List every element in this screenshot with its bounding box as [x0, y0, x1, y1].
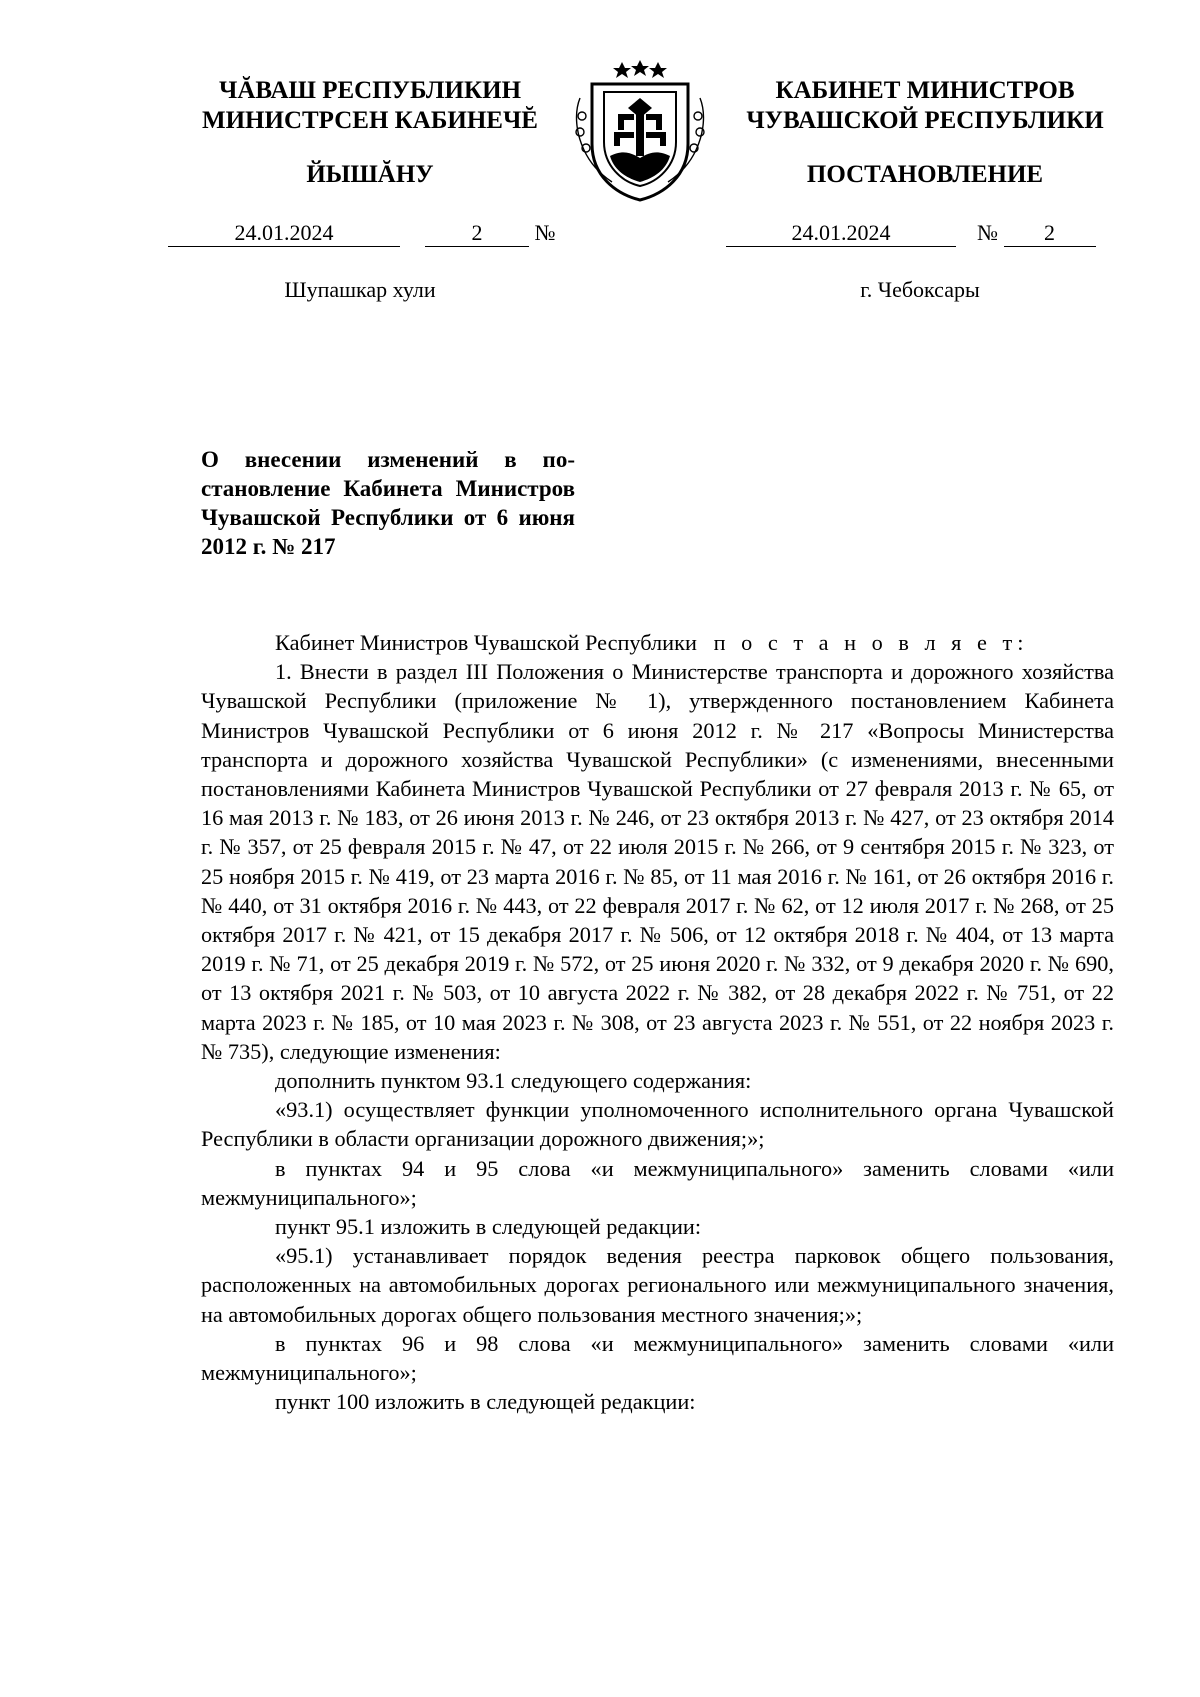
body-paragraph-7: в пунктах 96 и 98 слова «и межмуниципального» заменить словами «или межмуниципального»;: [201, 1330, 1114, 1386]
number-sign-left: №: [534, 220, 556, 245]
chuvash-coat-of-arms-icon: [570, 58, 710, 202]
body-intro: [201, 628, 1114, 657]
body-paragraph-5: пункт 95.1 изложить в следующей редакции:: [275, 1214, 702, 1240]
document-body: [201, 628, 1114, 1416]
body-intro-text: Кабинет Министров Чувашской Республики: [275, 630, 697, 655]
issuer-chuvash: [160, 76, 580, 136]
doc-type-chuvash: ЙЫШĂНУ: [306, 161, 434, 188]
doc-type-russian: ПОСТАНОВЛЕНИЕ: [806, 161, 1044, 188]
body-paragraph-4: в пунктах 94 и 95 слова «и межмуниципального» заменить словами «или межмуниципального»;: [201, 1155, 1114, 1210]
date-field-right: 24.01.2024: [726, 219, 956, 247]
body-paragraph-1: 1. Внести в раздел III Положения о Министерстве транспорта и дорожного хозяйства Чувашской Республики (приложение № 1), утвержденного постановлением Кабинета Министров Чувашской Республики от 6 июня 2012 г. № 217 «Вопросы Министерства транспорта и дорожного хозяйства Чувашской Республики» (с изменениями, внесенными постановлениями Кабинета Министров Чувашской Республики от 27 февраля 2013 г. № 65, от 16 мая 2013 г. № 183, от 26 июня 2013 г. № 246, от 23 октября 2013 г. № 427, от 23 октября 2014 г. № 357, от 25 февраля 2015 г. № 47, от 22 июля 2015 г. № 266, от 9 сентября 2015 г. № 323, от 25 ноября 2015 г. № 419, от 23 марта 2016 г. № 85, от 11 мая 2016 г. № 161, от 26 октября 2016 г. № 440, от 31 октября 2016 г. № 443, от 22 февраля 2017 г. № 62, от 12 июля 2017 г. № 268, от 25 октября 2017 г. № 421, от 15 декабря 2017 г. № 506, от 12 октября 2018 г. № 404, от 13 марта 2019 г. № 71, от 25 декабря 2019 г. № 572, от 25 июня 2020 г. № 332, от 9 декабря 2020 г. № 690, от 13 октября 2021 г. № 503, от 10 августа 2022 г. № 382, от 28 декабря 2022 г. № 751, от 22 марта 2023 г. № 185, от 10 мая 2023 г. № 308, от 23 августа 2023 г. № 551, от 22 ноября 2023 г. № 735), следующие изменения:: [201, 659, 1114, 1064]
body-paragraph-8: пункт 100 изложить в следующей редакции:: [275, 1389, 696, 1415]
issuer-chuvash-line2: МИНИСТРСЕН КАБИНЕЧĔ: [202, 107, 538, 134]
date-field-left: 24.01.2024: [168, 219, 400, 247]
issuer-russian-line2: ЧУВАШСКОЙ РЕСПУБЛИКИ: [746, 107, 1104, 134]
doc-number-row-left: [168, 219, 556, 247]
number-field-right: 2: [1004, 219, 1096, 247]
number-field-left: 2: [425, 219, 529, 247]
issuer-chuvash-line1: ЧĂВАШ РЕСПУБЛИКИН: [218, 77, 522, 104]
body-paragraph-6: «95.1) устанавливает порядок ведения реестра парковок общего пользования, расположенных на автомобильных дорогах регионального или межмуниципального значения, на автомобильных дорогах общего пользования местного значения;»;: [201, 1243, 1114, 1327]
document-subject: О внесении изменений в постановление Кабинета Министров Чувашской Республики от 6 июня 2012 г. № 217: [201, 447, 575, 559]
issuer-russian-line1: КАБИНЕТ МИНИСТРОВ: [775, 77, 1075, 104]
body-intro-verb: п о с т а н о в л я е т:: [713, 630, 1029, 655]
number-sign-right: №: [977, 220, 998, 245]
body-paragraph-2: дополнить пунктом 93.1 следующего содержания:: [275, 1068, 752, 1094]
issuer-russian: [720, 76, 1130, 136]
doc-number-row-right: [726, 219, 1096, 247]
body-paragraph-3: «93.1) осуществляет функции уполномоченного исполнительного органа Чувашской Республики в области организации дорожного движения;»;: [201, 1097, 1114, 1152]
city-russian: г. Чебоксары: [860, 277, 980, 302]
city-chuvash: Шупашкар хули: [284, 277, 436, 302]
